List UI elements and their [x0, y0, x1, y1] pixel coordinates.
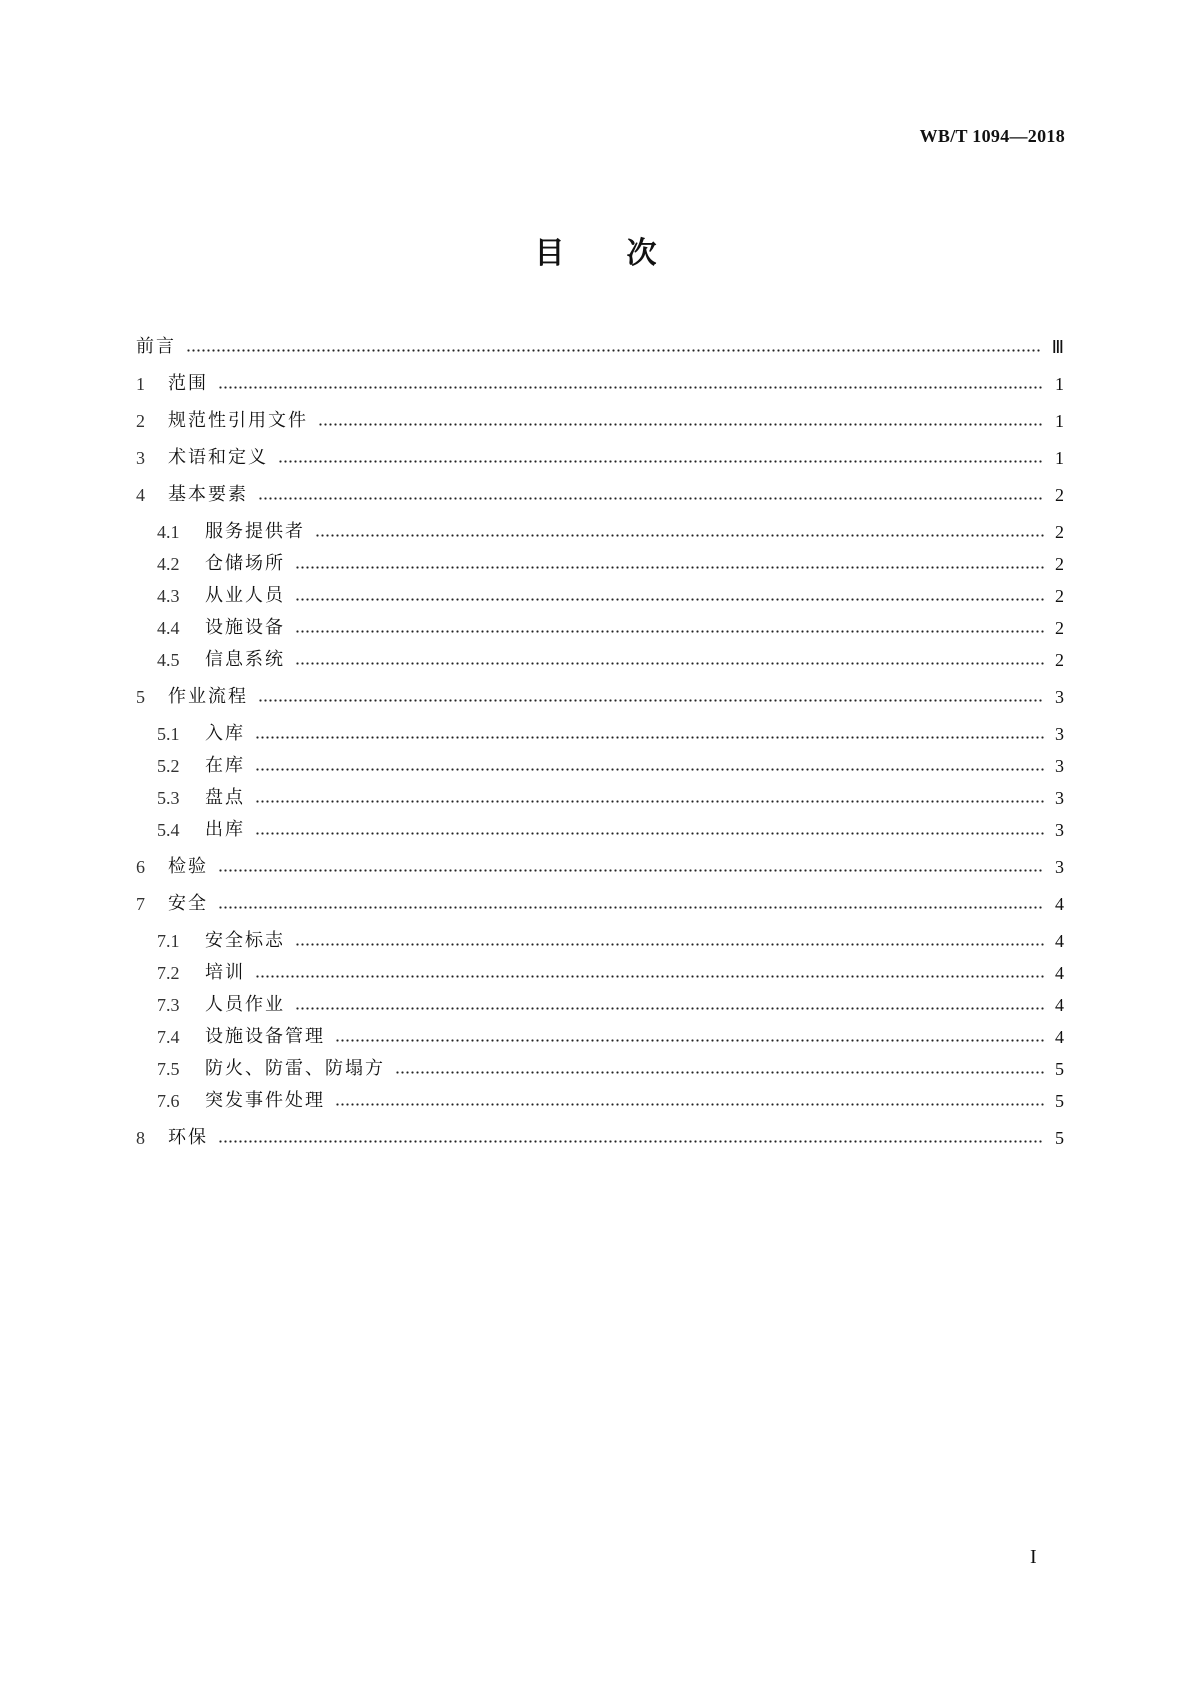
toc-entry[interactable]: [136, 1048, 1064, 1080]
toc-entry[interactable]: [136, 1016, 1064, 1048]
toc-entry-number: 6: [136, 857, 145, 877]
toc-entry-title: 基本要素: [168, 484, 248, 505]
toc-entry-number: 7.4: [157, 1027, 180, 1047]
toc-entry-page: 3: [1055, 788, 1064, 808]
toc-entry[interactable]: [136, 639, 1064, 671]
toc-entry[interactable]: [136, 326, 1064, 358]
toc-entry-page: 4: [1055, 995, 1064, 1015]
toc-entry-number: 4.5: [157, 650, 180, 670]
toc-entry-number: 5.1: [157, 724, 180, 744]
toc-entry[interactable]: [136, 777, 1064, 809]
toc-entry-page: 2: [1055, 522, 1064, 542]
dot-leader: [255, 969, 1044, 979]
toc-entry-title: 出库: [205, 819, 245, 840]
toc-entry-number: 3: [136, 448, 145, 468]
toc-entry-page: 3: [1055, 687, 1064, 707]
toc-entry-title: 培训: [205, 962, 245, 983]
toc-entry-number: 4: [136, 485, 145, 505]
dot-leader: [335, 1097, 1044, 1107]
dot-leader: [218, 863, 1044, 873]
toc-entry-number: 1: [136, 374, 145, 394]
toc-entry-page: 2: [1055, 554, 1064, 574]
toc-entry-number: 7.3: [157, 995, 180, 1015]
toc-entry-number: 7: [136, 894, 145, 914]
toc-entry-number: 7.1: [157, 931, 180, 951]
toc-entry-title: 设施设备: [205, 617, 285, 638]
toc-entry-page: 2: [1055, 586, 1064, 606]
title-char-1: 目: [534, 236, 565, 271]
toc-entry[interactable]: [136, 400, 1064, 432]
toc-entry-number: 2: [136, 411, 145, 431]
toc-entry-page: 5: [1055, 1091, 1064, 1111]
toc-entry-number: 8: [136, 1128, 145, 1148]
dot-leader: [318, 417, 1044, 427]
toc-entry-title: 突发事件处理: [205, 1090, 325, 1111]
dot-leader: [255, 730, 1044, 740]
toc-entry-title: 安全标志: [205, 930, 285, 951]
toc-entry-title: 检验: [168, 856, 208, 877]
dot-leader: [295, 656, 1044, 666]
toc-entry[interactable]: [136, 607, 1064, 639]
toc-entry-page: 4: [1055, 894, 1064, 914]
toc-entry-number: 5: [136, 687, 145, 707]
toc-entry-page: 5: [1055, 1059, 1064, 1079]
toc-entry-number: 4.1: [157, 522, 180, 542]
title-char-2: 次: [626, 236, 657, 271]
toc-entry-title: 前言: [136, 336, 176, 357]
dot-leader: [258, 693, 1044, 703]
toc-entry[interactable]: [136, 474, 1064, 506]
toc-entry-number: 7.5: [157, 1059, 180, 1079]
toc-entry-title: 盘点: [205, 787, 245, 808]
toc-entry-number: 4.2: [157, 554, 180, 574]
toc-entry[interactable]: [136, 846, 1064, 878]
toc-entry-page: 2: [1055, 485, 1064, 505]
dot-leader: [255, 794, 1044, 804]
toc-entry-title: 安全: [168, 893, 208, 914]
dot-leader: [295, 937, 1044, 947]
toc-entry[interactable]: [136, 543, 1064, 575]
toc-entry-page: 3: [1055, 820, 1064, 840]
standard-code: WB/T 1094—2018: [919, 126, 1065, 146]
dot-leader: [255, 762, 1044, 772]
toc-entry[interactable]: [136, 676, 1064, 708]
toc-entry-title: 设施设备管理: [205, 1026, 325, 1047]
toc-entry[interactable]: [136, 437, 1064, 469]
toc-entry-page: 3: [1055, 857, 1064, 877]
toc-entry-title: 术语和定义: [168, 447, 268, 468]
toc-entry[interactable]: [136, 984, 1064, 1016]
dot-leader: [295, 560, 1044, 570]
dot-leader: [255, 826, 1044, 836]
toc-entry-title: 环保: [168, 1127, 208, 1148]
toc-entry-page: 4: [1055, 931, 1064, 951]
dot-leader: [295, 592, 1044, 602]
toc-entry-page: 1: [1055, 448, 1064, 468]
toc-entry-page: 1: [1055, 411, 1064, 431]
toc-entry[interactable]: [136, 952, 1064, 984]
toc-entry-number: 5.3: [157, 788, 180, 808]
dot-leader: [315, 528, 1044, 538]
dot-leader: [395, 1065, 1044, 1075]
toc-entry[interactable]: [136, 713, 1064, 745]
toc-entry-number: 7.6: [157, 1091, 180, 1111]
toc-entry-title: 信息系统: [205, 649, 285, 670]
dot-leader: [218, 900, 1044, 910]
toc-entry-page: 5: [1055, 1128, 1064, 1148]
toc-entry[interactable]: [136, 745, 1064, 777]
toc-entry[interactable]: [136, 1117, 1064, 1149]
dot-leader: [295, 1001, 1044, 1011]
toc-entry-page: 4: [1055, 1027, 1064, 1047]
dot-leader: [278, 454, 1044, 464]
toc-entry-number: 4.3: [157, 586, 180, 606]
toc-entry-title: 作业流程: [168, 686, 248, 707]
toc-entry[interactable]: [136, 511, 1064, 543]
toc-entry[interactable]: [136, 575, 1064, 607]
dot-leader: [295, 624, 1044, 634]
toc-entry-page: 3: [1055, 756, 1064, 776]
toc-entry-title: 从业人员: [205, 585, 285, 606]
toc-entry-page: 1: [1055, 374, 1064, 394]
toc-entry-title: 人员作业: [205, 994, 285, 1015]
toc-entry-page: 2: [1055, 650, 1064, 670]
toc-entry[interactable]: [136, 920, 1064, 952]
toc-entry[interactable]: [136, 363, 1064, 395]
toc-entry-title: 在库: [205, 755, 245, 776]
toc-entry-page: 2: [1055, 618, 1064, 638]
page-number: I: [1030, 1546, 1037, 1568]
toc-entry-number: 5.4: [157, 820, 180, 840]
dot-leader: [218, 1134, 1044, 1144]
toc-entry-title: 服务提供者: [205, 521, 305, 542]
dot-leader: [258, 491, 1044, 501]
toc-entry[interactable]: [136, 883, 1064, 915]
toc-entry-title: 防火、防雷、防塌方: [205, 1058, 385, 1079]
page-title: [0, 228, 1191, 272]
toc-entry-page: 4: [1055, 963, 1064, 983]
dot-leader: [335, 1033, 1044, 1043]
dot-leader: [218, 380, 1044, 390]
toc-entry-number: 5.2: [157, 756, 180, 776]
toc-entry-title: 仓储场所: [205, 553, 285, 574]
toc-entry[interactable]: [136, 1080, 1064, 1112]
toc-entry-page: Ⅲ: [1051, 337, 1064, 357]
table-of-contents: [136, 326, 1064, 1149]
dot-leader: [186, 343, 1042, 353]
toc-entry-page: 3: [1055, 724, 1064, 744]
toc-entry-number: 4.4: [157, 618, 180, 638]
toc-entry-title: 规范性引用文件: [168, 410, 308, 431]
toc-entry-number: 7.2: [157, 963, 180, 983]
toc-entry-title: 入库: [205, 723, 245, 744]
toc-entry[interactable]: [136, 809, 1064, 841]
toc-entry-title: 范围: [168, 373, 208, 394]
